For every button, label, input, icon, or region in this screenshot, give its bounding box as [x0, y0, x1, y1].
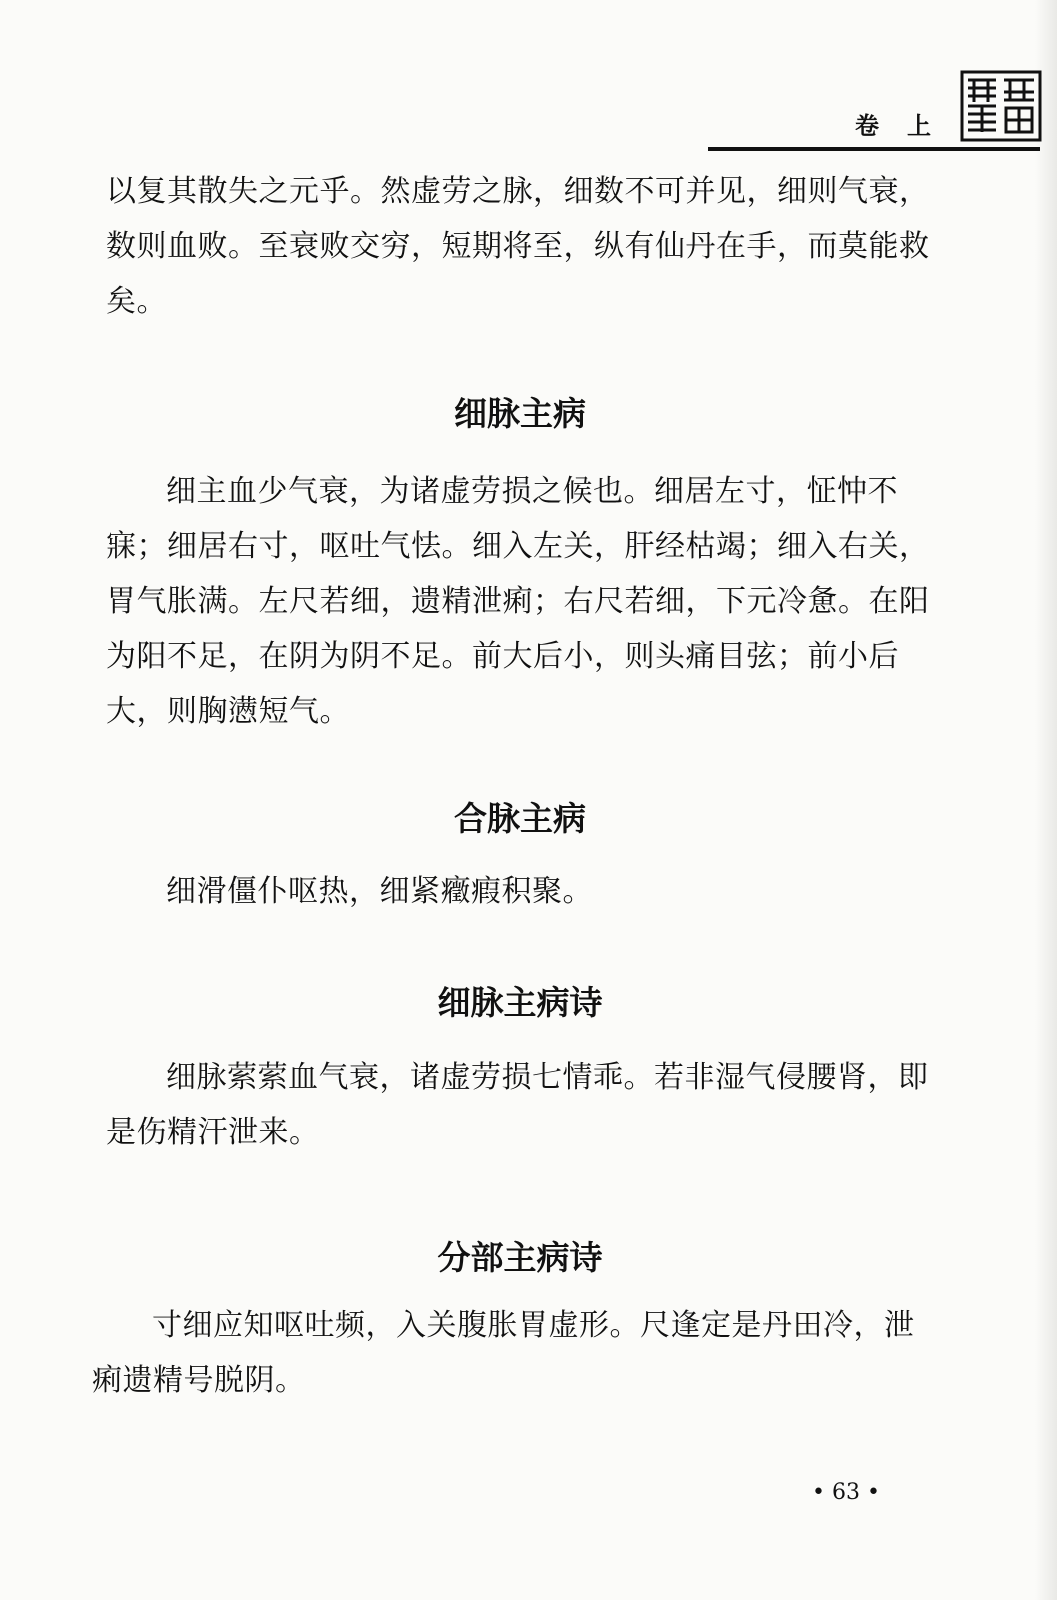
running-header: [0, 0, 1057, 160]
section-body: 寸细应知呕吐频，入关腹胀胃虚形。尺逢定是丹田冷，泄痢遗精号脱阴。: [92, 1308, 915, 1398]
header-rule: [708, 147, 1040, 151]
seal-stamp-icon: [960, 70, 1042, 142]
section-title: 分部主病诗: [437, 1238, 603, 1277]
section-body: 细主血少气衰，为诸虚劳损之候也。细居左寸，怔忡不寐；细居右寸，呕吐气怯。细入左关，肝经枯竭；细入右关，胃气胀满。左尺若细，遗精泄痢；右尺若细，下元冷惫。在阳为阳不足，在阴为阴不足。前大后小，则头痛目弦；前小后大，则胸懑短气。: [106, 474, 930, 729]
section-title: 细脉主病: [454, 394, 586, 433]
section-title: 合脉主病: [454, 799, 586, 838]
page-number-text: • 63 •: [812, 1480, 880, 1505]
section-body: 细滑僵仆呕热，细紧癥瘕积聚。: [166, 874, 593, 909]
section-title: 细脉主病诗: [437, 983, 603, 1022]
intro-paragraph: 以复其散失之元乎。然虚劳之脉，细数不可并见，细则气衰，数则血败。至衰败交穷，短期将至，纵有仙丹在手，而莫能救矣。: [106, 174, 930, 319]
section-label: 卷上: [855, 111, 959, 140]
section-body: 细脉萦萦血气衰，诸虚劳损七情乖。若非湿气侵腰肾，即是伤精汗泄来。: [106, 1060, 929, 1150]
